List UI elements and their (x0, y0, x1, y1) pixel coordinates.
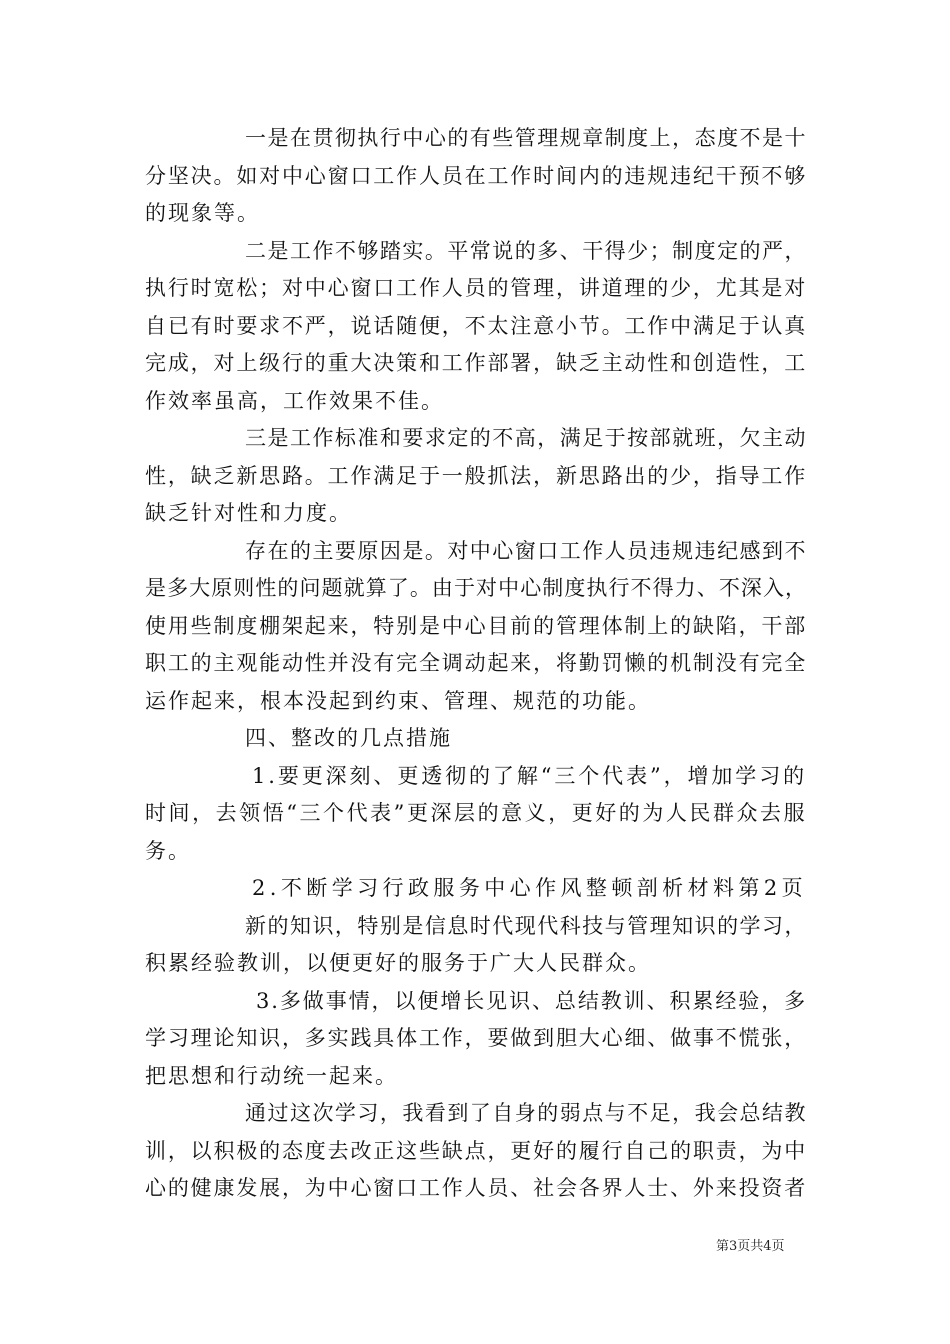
text-line: 使用些制度棚架起来，特别是中心目前的管理体制上的缺陷，干部 (145, 613, 807, 638)
text-line: 性，缺乏新思路。工作满足于一般抓法，新思路出的少，指导工作 (145, 463, 807, 488)
document-body (145, 120, 807, 1208)
text-line: 的现象等。 (145, 201, 260, 225)
text-line: 职工的主观能动性并没有完全调动起来，将勤罚懒的机制没有完全 (145, 651, 807, 675)
text-line: 作效率虽高，工作效果不佳。 (145, 388, 444, 413)
text-line: 一是在贯彻执行中心的有些管理规章制度上，态度不是十 (245, 126, 807, 150)
text-line: 二是工作不够踏实。平常说的多、干得少；制度定的严， (245, 238, 807, 263)
text-line: 务。 (145, 838, 191, 863)
text-line: 2.不断学习行政服务中心作风整顿剖析材料第2页 (252, 876, 807, 900)
text-line: 是多大原则性的问题就算了。由于对中心制度执行不得力、不深入， (145, 576, 807, 600)
text-line: 自已有时要求不严，说话随便，不太注意小节。工作中满足于认真 (145, 313, 807, 338)
text-line: 分坚决。如对中心窗口工作人员在工作时间内的违规违纪干预不够 (145, 163, 807, 188)
text-line: 学习理论知识，多实践具体工作，要做到胆大心细、做事不慌张， (145, 1026, 807, 1050)
text-line: 积累经验教训，以便更好的服务于广大人民群众。 (145, 951, 651, 975)
text-line: 缺乏针对性和力度。 (145, 501, 352, 525)
text-line: 心的健康发展，为中心窗口工作人员、社会各界人士、外来投资者 (145, 1176, 807, 1200)
text-line: 完成，对上级行的重大决策和工作部署，缺乏主动性和创造性，工 (145, 351, 807, 375)
page-footer: 第3页共4页 (716, 1239, 785, 1254)
text-line: 把思想和行动统一起来。 (145, 1063, 398, 1088)
text-line: 四、整改的几点措施 (245, 726, 452, 750)
text-line: 存在的主要原因是。对中心窗口工作人员违规违纪感到不 (245, 538, 807, 563)
text-line: 通过这次学习，我看到了自身的弱点与不足，我会总结教 (245, 1101, 807, 1125)
text-line: 运作起来，根本没起到约束、管理、规范的功能。 (145, 688, 651, 713)
text-line: 1.要更深刻、更透彻的了解“三个代表”，增加学习的 (252, 763, 807, 788)
text-line: 新的知识，特别是信息时代现代科技与管理知识的学习， (245, 913, 807, 938)
text-line: 三是工作标准和要求定的不高，满足于按部就班，欠主动 (245, 426, 807, 450)
text-line: 时间，去领悟“三个代表”更深层的意义，更好的为人民群众去服 (145, 801, 807, 825)
text-line: 训，以积极的态度去改正这些缺点，更好的履行自己的职责，为中 (145, 1138, 807, 1163)
text-line: 3.多做事情，以便增长见识、总结教训、积累经验，多 (256, 988, 807, 1013)
text-line: 执行时宽松；对中心窗口工作人员的管理，讲道理的少，尤其是对 (145, 276, 807, 300)
